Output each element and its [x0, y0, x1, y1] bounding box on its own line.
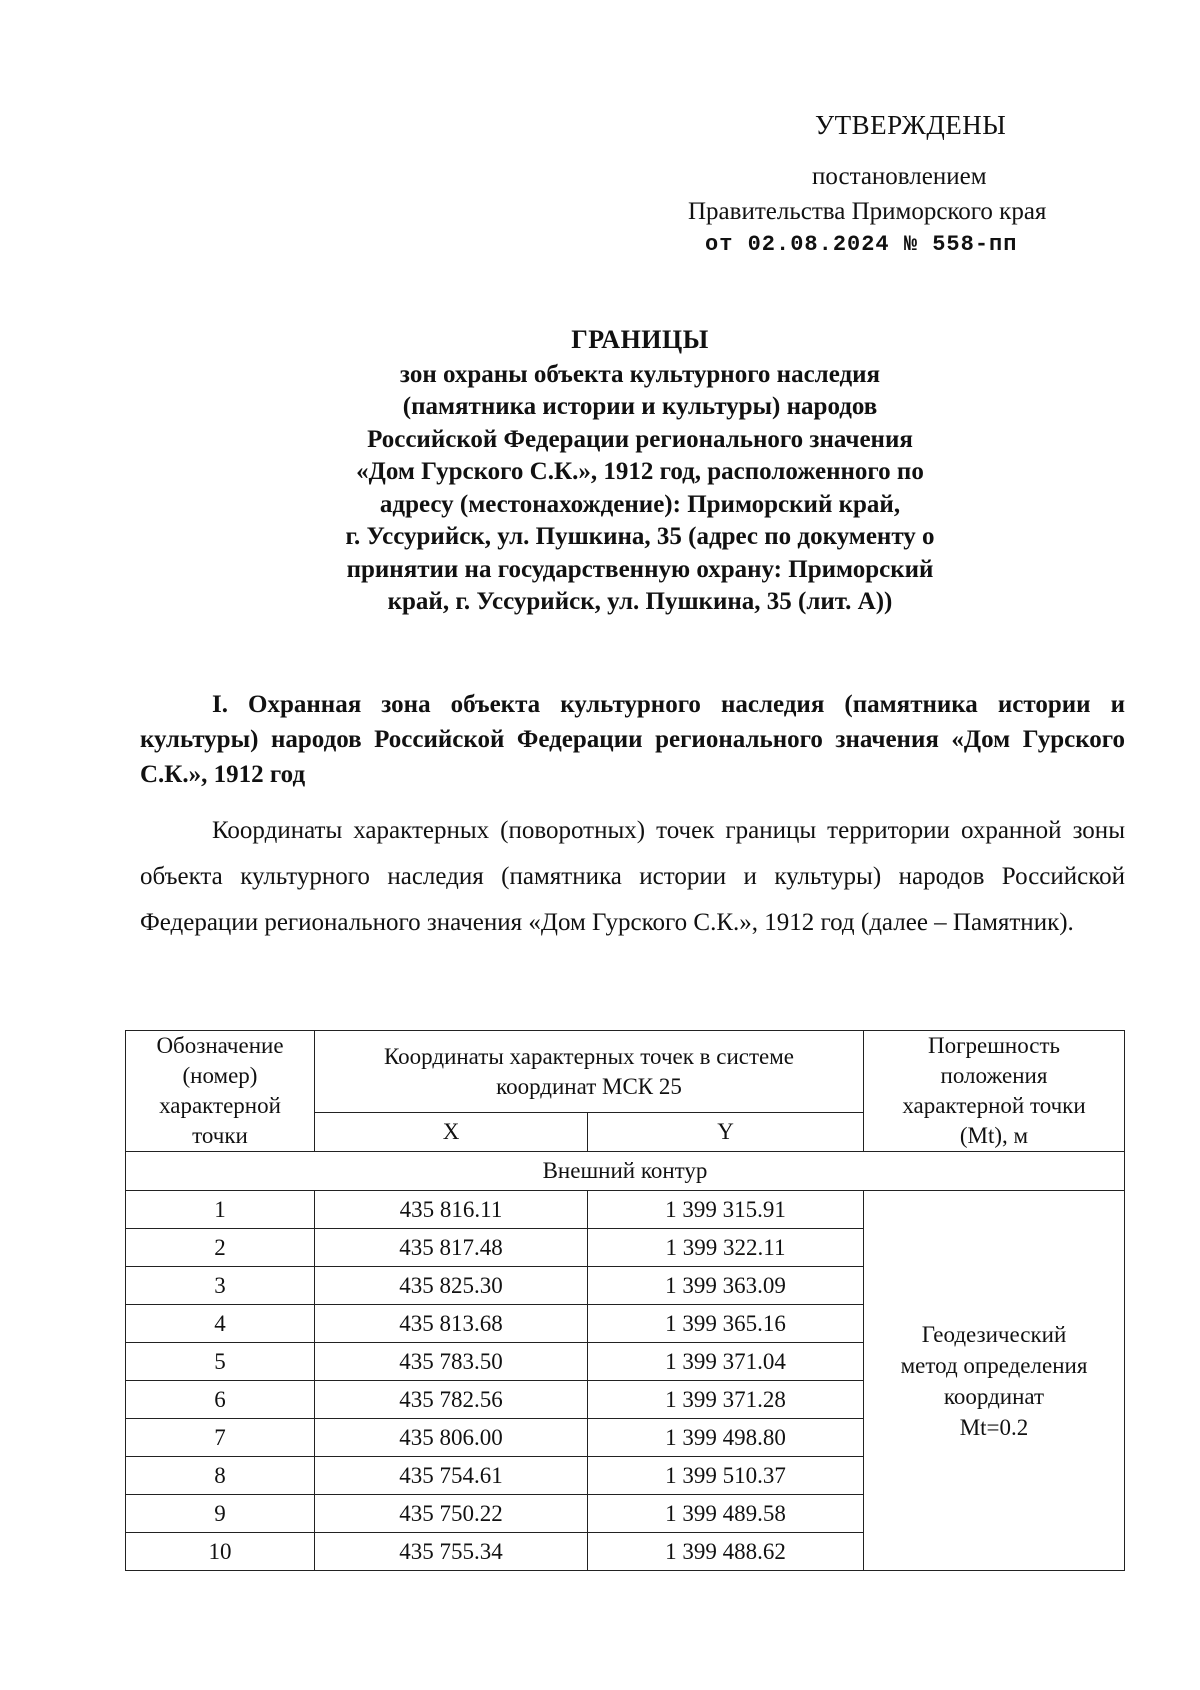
coord-y: 1 399 488.62	[588, 1533, 864, 1571]
point-number: 3	[126, 1267, 315, 1305]
header-text: Координаты характерных точек в системе	[383, 1043, 795, 1069]
coord-y: 1 399 510.37	[588, 1457, 864, 1495]
point-number: 4	[126, 1305, 315, 1343]
coord-x: 435 755.34	[315, 1533, 588, 1571]
coord-x: 435 813.68	[315, 1305, 588, 1343]
point-number: 2	[126, 1229, 315, 1267]
group-label: Внешний контур	[126, 1152, 1125, 1191]
document-title	[200, 324, 1080, 619]
coord-x: 435 754.61	[315, 1457, 588, 1495]
header-text: Погрешность	[927, 1033, 1061, 1058]
coord-x: 435 783.50	[315, 1343, 588, 1381]
table-header-row	[126, 1031, 1125, 1113]
point-number: 6	[126, 1381, 315, 1419]
approval-line-government: Правительства Приморского края	[688, 198, 1047, 225]
title-line: край, г. Уссурийск, ул. Пушкина, 35 (лит. А))	[387, 588, 893, 615]
coord-x: 435 806.00	[315, 1419, 588, 1457]
section-paragraph: Координаты характерных (поворотных) точек границы территории охранной зоны объекта культурного наследия (памятника истории и культуры) народов Российской Федерации регионального значения «Дом Гурского С.К.», 1912 год (далее – Памятник).	[140, 817, 1125, 936]
title-line: (памятника истории и культуры) народов	[402, 393, 878, 420]
approval-line-date-number: от 02.08.2024 № 558-пп	[705, 232, 1018, 257]
header-point-number	[126, 1031, 315, 1152]
approval-label: УТВЕРЖДЕНЫ	[815, 110, 1007, 140]
header-text: координат МСК 25	[496, 1073, 682, 1099]
section-heading: I. Охранная зона объекта культурного наследия (памятника истории и культуры) народов Российской Федерации регионального значения «Дом Гурского С.К.», 1912 год	[140, 691, 1125, 788]
title-line: г. Уссурийск, ул. Пушкина, 35 (адрес по документу о	[345, 523, 935, 550]
header-text: характерной точки	[902, 1093, 1086, 1118]
method-cell	[864, 1191, 1125, 1571]
point-number: 7	[126, 1419, 315, 1457]
point-number: 10	[126, 1533, 315, 1571]
title-main: ГРАНИЦЫ	[571, 325, 709, 354]
coord-x: 435 825.30	[315, 1267, 588, 1305]
header-y: Y	[588, 1113, 864, 1152]
coord-x: 435 782.56	[315, 1381, 588, 1419]
header-text: (номер)	[182, 1063, 258, 1088]
title-line: Российской Федерации регионального значения	[367, 425, 913, 453]
coord-x: 435 750.22	[315, 1495, 588, 1533]
point-number: 1	[126, 1191, 315, 1229]
method-text: метод определения	[900, 1352, 1088, 1378]
table-row	[126, 1191, 1125, 1229]
title-line: «Дом Гурского С.К.», 1912 год, расположенного по	[356, 458, 924, 485]
header-text: положения	[940, 1063, 1048, 1088]
coord-y: 1 399 498.80	[588, 1419, 864, 1457]
table-group-row	[126, 1152, 1125, 1191]
coord-x: 435 816.11	[315, 1191, 588, 1229]
header-text: характерной	[159, 1093, 281, 1118]
method-text: координат	[943, 1383, 1045, 1409]
coord-x: 435 817.48	[315, 1229, 588, 1267]
approval-line-decree: постановлением	[812, 163, 987, 190]
title-line: принятии на государственную охрану: Приморский	[346, 555, 934, 583]
title-line: зон охраны объекта культурного наследия	[399, 360, 881, 388]
point-number: 5	[126, 1343, 315, 1381]
header-text: точки	[192, 1123, 248, 1148]
method-text: Геодезический	[921, 1321, 1067, 1347]
coord-y: 1 399 363.09	[588, 1267, 864, 1305]
point-number: 9	[126, 1495, 315, 1533]
coord-y: 1 399 322.11	[588, 1229, 864, 1267]
coordinates-table	[125, 1030, 1125, 1571]
coord-y: 1 399 371.28	[588, 1381, 864, 1419]
method-text: Mt=0.2	[959, 1414, 1029, 1440]
header-text: (Mt), м	[959, 1123, 1029, 1148]
coord-y: 1 399 365.16	[588, 1305, 864, 1343]
header-text: Обозначение	[156, 1033, 284, 1058]
title-line: адресу (местонахождение): Приморский край,	[379, 490, 901, 518]
coord-y: 1 399 371.04	[588, 1343, 864, 1381]
header-x: X	[315, 1113, 588, 1152]
header-error	[864, 1031, 1125, 1152]
coord-y: 1 399 315.91	[588, 1191, 864, 1229]
header-coordinates	[315, 1031, 864, 1113]
point-number: 8	[126, 1457, 315, 1495]
coord-y: 1 399 489.58	[588, 1495, 864, 1533]
